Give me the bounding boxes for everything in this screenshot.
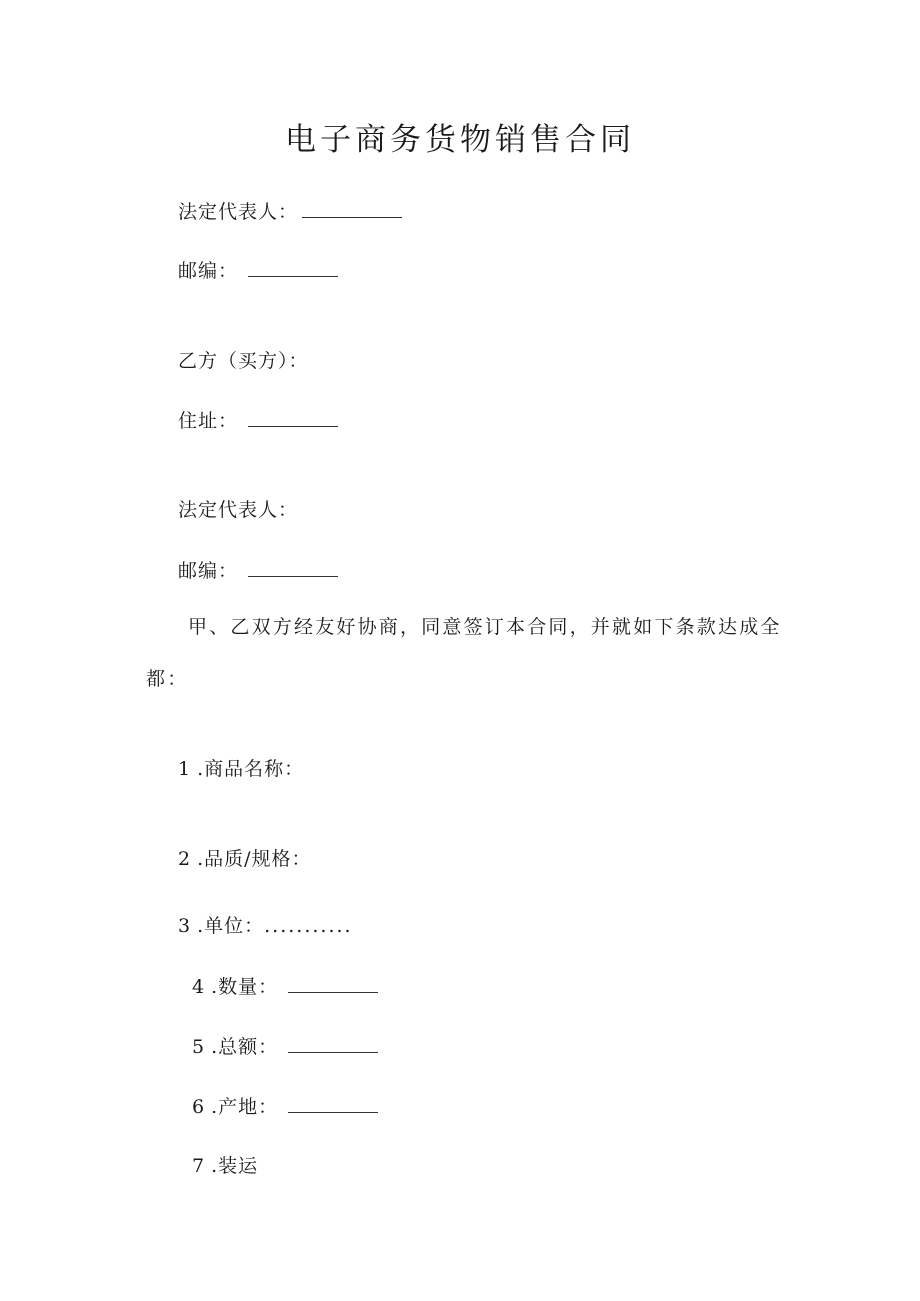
clause-blank [288, 1032, 378, 1053]
buyer-heading: 乙方（买方）： [178, 350, 309, 372]
clause-label: .装运 [211, 1155, 259, 1177]
clause-label: .数量： [211, 976, 279, 998]
clause-number: 2 [178, 848, 192, 870]
buyer-address-blank [248, 406, 338, 427]
buyer-address-label: 住址： [178, 410, 239, 432]
agreement-paragraph-line-2: 都： [146, 668, 189, 690]
buyer-representative-label: 法定代表人： [178, 499, 299, 521]
clause-item [178, 755, 304, 783]
clause-blank [288, 1092, 378, 1113]
seller-representative-label: 法定代表人： [178, 201, 299, 223]
seller-postcode-field [178, 256, 338, 285]
seller-postcode-label: 邮编： [178, 260, 239, 282]
clause-label: .总额： [211, 1036, 279, 1058]
clause-item [178, 912, 353, 940]
clause-number: 6 [192, 1096, 206, 1118]
buyer-postcode-blank [248, 556, 338, 577]
buyer-postcode-field [178, 556, 338, 585]
document-title: 电子商务货物销售合同 [285, 122, 635, 158]
seller-representative-field [178, 197, 402, 226]
buyer-representative-field [178, 496, 298, 524]
clause-number: 3 [178, 915, 192, 937]
clause-label: .商品名称： [197, 758, 305, 780]
clause-blank [288, 972, 378, 993]
clause-label: .品质/规格： [197, 848, 312, 870]
seller-postcode-blank [248, 256, 338, 277]
buyer-postcode-label: 邮编： [178, 560, 239, 582]
buyer-address-field [178, 406, 338, 435]
seller-representative-blank [302, 197, 402, 218]
clause-number: 5 [192, 1036, 206, 1058]
clause-item [192, 972, 378, 1001]
clause-item [192, 1152, 258, 1180]
clause-number: 4 [192, 976, 206, 998]
clause-number: 1 [178, 758, 192, 780]
clause-dotted-leader: ........... [264, 915, 353, 937]
clause-label: .单位： [197, 915, 265, 937]
clause-label: .产地： [211, 1096, 279, 1118]
agreement-paragraph-line-1: 甲、乙双方经友好协商，同意签订本合同，并就如下条款达成全 [188, 616, 782, 638]
clause-item [192, 1032, 378, 1061]
clause-item [178, 845, 312, 873]
clause-number: 7 [192, 1155, 206, 1177]
clause-item [192, 1092, 378, 1121]
